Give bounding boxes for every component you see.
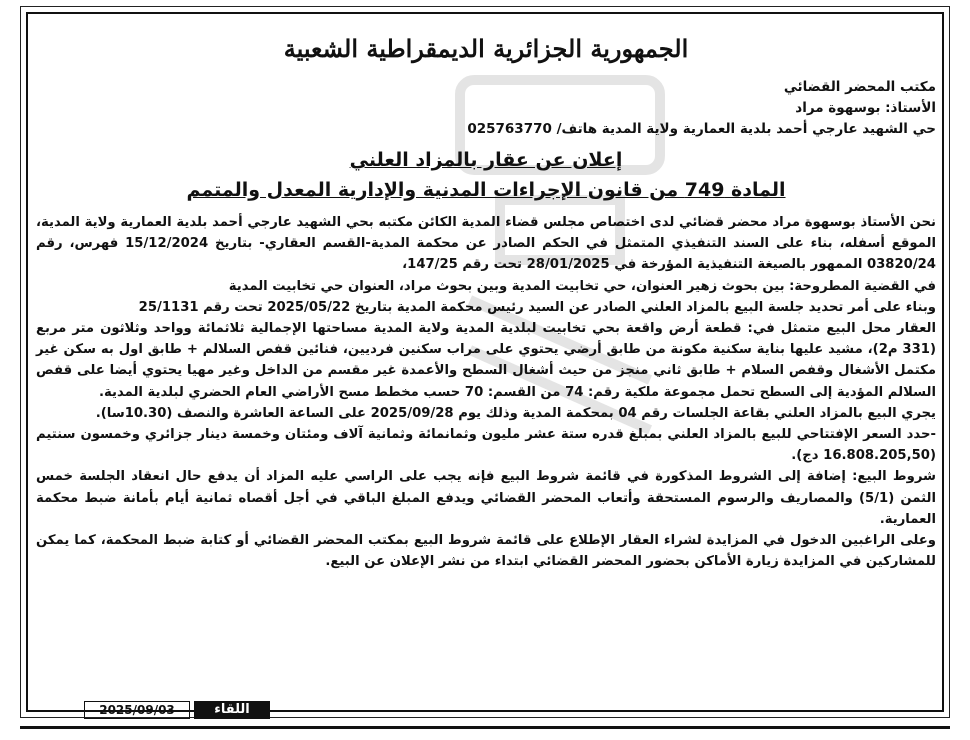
announcement-title: إعلان عن عقار بالمزاد العلني (349, 149, 623, 171)
paragraph-opening-price: -حدد السعر الإفتتاحي للبيع بالمزاد العلني بمبلغ قدره ستة عشر مليون وثمانمائة وثمانية آلاف ومئتان وخمسة دينار جزائري وخمسون سنتيم (16.808.205,50 دج). (36, 427, 936, 464)
announcement-subtitle: المادة 749 من قانون الإجراءات المدنية والإدارية المعدل والمتمم (186, 179, 786, 201)
announcement-body (36, 212, 936, 572)
paragraph-order: وبناء على أمر تحديد جلسة البيع بالمزاد العلني الصادر عن السيد رئيس محكمة المدية بتاريخ 2025/05/22 تحت رقم 25/1131 (138, 299, 936, 315)
publication-name: اللقاء (194, 701, 270, 719)
publication-footer (20, 701, 270, 719)
bottom-divider (20, 726, 950, 729)
paragraph-sale-conditions: شروط البيع: إضافة إلى الشروط المذكورة في قائمة شروط البيع فإنه يجب على الراسي عليه المزاد أن يدفع حال انعقاد الجلسة خمس الثمن (5/1) والمصاريف والرسوم المستحقة وأتعاب المحضر القضائي ويدفع المبلغ الباقي في أجل أقصاه ثمانية أيام بأمانة ضبط محكمة العمارية. (36, 469, 936, 527)
paragraph-bailiff: نحن الأستاذ بوسهوة مراد محضر قضائي لدى اختصاص مجلس قضاء المدية الكائن مكتبه بحي الشهيد عارجي أحمد بلدية العمارية ولاية المدية، الموقع أسفله، بناء على السند التنفيذي المتمثل في الحكم الصادر عن محكمة المدية-القسم العقاري- بتاريخ 15/12/2024 فهرس، رقم 03820/24 الممهور بالصيغة التنفيذية المؤرخة في 28/01/2025 تحت رقم 147/25، (36, 215, 936, 273)
office-name: مكتب المحضر القضائي (783, 79, 936, 95)
announcement-content (36, 34, 936, 572)
office-address: حي الشهيد عارجي أحمد بلدية العمارية ولاية المدية هاتف/ 025763770 (467, 121, 936, 137)
paragraph-case: في القضية المطروحة: بين بحوث زهير العنوان، حي تخابيت المدية وبين بحوث مراد، العنوان حي تخابيت المدية (228, 278, 936, 294)
publication-date: 2025/09/03 (84, 701, 190, 719)
paragraph-sale-session: يجري البيع بالمزاد العلني بقاعة الجلسات رقم 04 بمحكمة المدية وذلك يوم 2025/09/28 على الساعة العاشرة والنصف (10.30سا). (95, 405, 936, 421)
lawyer-name: الأستاذ: بوسهوة مراد (795, 100, 936, 116)
paragraph-property: العقار محل البيع متمثل في: قطعة أرض واقعة بحي تخابيت لبلدية المدية ولاية المدية مساحتها الإجمالية ثلاثمائة وواحد وثلاثون متر مربع (331 م2)، مشيد عليها بناية سكنية مكونة من طابق أرضي يحتوي على مراب سكنين فرديين، فنائين قفص السلالم + طابق اول به سكن غير مكتمل الأشغال وقفص السلام + طابق ثاني منجز من حيث أشغال السطح والأعمدة غير مقسم من الداخل وغير مهيا يحتوي أيضا على قفص السلالم المؤدية إلى السطح تحمل مجموعة ملكية رقم: 74 من القسم: 70 حسب مخطط مسح الأراضي العام الحضري لبلدية المدية. (36, 321, 936, 400)
paragraph-participation: وعلى الراغبين الدخول في المزايدة لشراء العقار الإطلاع على قائمة شروط البيع بمكتب المحضر القضائي أو كتابة ضبط المحكمة، كما يمكن للمشاركين في المزايدة زيارة الأماكن بحضور المحضر القضائي ابتداء من نشر الإعلان عن البيع. (36, 533, 936, 570)
republic-title: الجمهورية الجزائرية الديمقراطية الشعبية (283, 34, 689, 63)
